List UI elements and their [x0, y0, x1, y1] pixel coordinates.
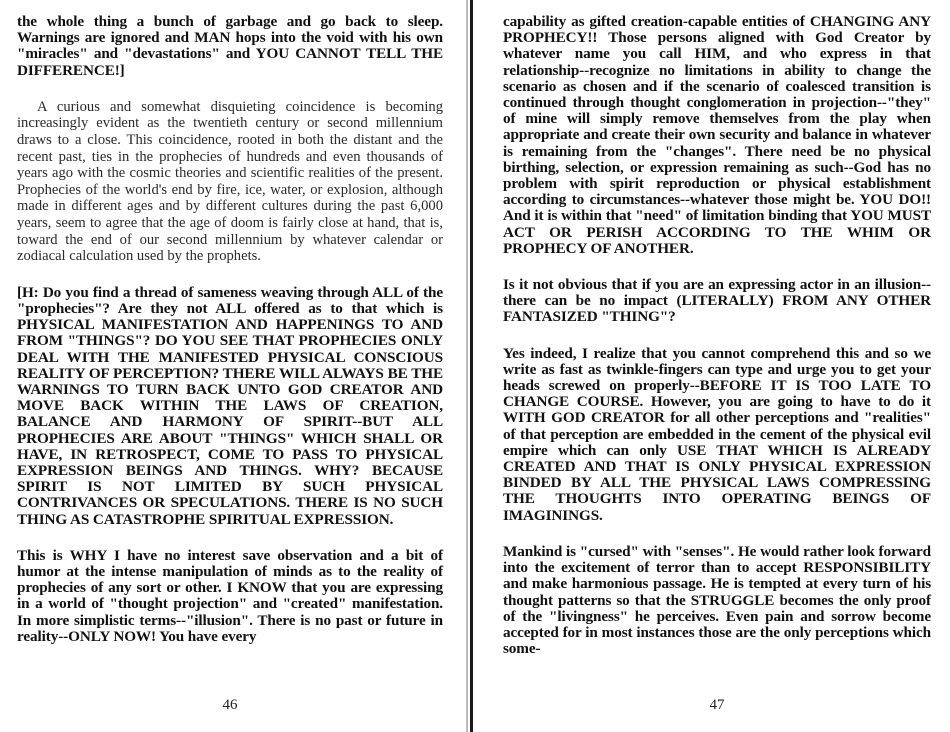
right-paragraph-1: capability as gifted creation-capable entities of CHANGING ANY PROPHECY!! Those persons aligned with God Creator by whatever name you call HIM, and who express in that relationship--recognize no limitations in ability to change the scenario as chosen and if the scenario of coalesced transition is continued through thought conglomeration in projection--"they" of mine will simply remove themselves from the play when appropriate and create their own security and balance in whatever is remaining from the "changes". There need be no physical birthing, selection, or expression remaining as such--God has no problem with spirit reproduction or physical establishment according to circumstances--whatever those might be. YOU DO!! And it is within that "need" of limitation binding that YOU MUST ACT OR PERISH ACCORDING TO THE WHIM OR PROPHECY OF ANOTHER.	[503, 13, 931, 257]
gutter-shadow	[466, 0, 468, 732]
left-paragraph-1: the whole thing a bunch of garbage and go back to sleep. Warnings are ignored and MAN hops into the void with his own "miracles" and "devastations" and YOU CANNOT TELL THE DIFFERENCE!]	[17, 13, 443, 79]
right-paragraph-4: Mankind is "cursed" with "senses". He would rather look forward into the excitement of terror than to accept RESPONSIBILITY and make harmonious passage. He is tempted at every turn of his thought patterns so that the STRUGGLE becomes the only proof of the "livingness" he perceives. Even pain and sorrow become accepted for in most instances those are the only perceptions which some-	[503, 542, 931, 658]
left-paragraph-4: This is WHY I have no interest save observation and a bit of humor at the intense manipulation of minds as to the reality of prophecies of any sort or other. I KNOW that you are expressing in a world of "thought projection" and "created" manifestation. In more simplistic terms--"illusion". There is no past or future in reality--ONLY NOW! You have every	[17, 546, 443, 645]
right-paragraph-2: Is it not obvious that if you are an expressing actor in an illusion--there can be no impact (LITERALLY) FROM ANY OTHER FANTASIZED "THING"?	[503, 276, 931, 326]
page-number-left: 46	[222, 697, 238, 713]
page-number-right: 47	[709, 697, 725, 713]
book-gutter	[470, 0, 473, 732]
right-page	[503, 14, 931, 724]
left-page	[17, 14, 443, 724]
right-paragraph-3: Yes indeed, I realize that you cannot comprehend this and so we write as fast as twinkle-fingers can type and urge you to get your heads screwed on properly--BEFORE IT IS TOO LATE TO CHANGE COURSE. However, you are going to have to do it WITH GOD CREATOR for all other perceptions and "realities" of that perception are embedded in the cement of the physical evil empire which can only USE THAT WHICH IS ALREADY CREATED AND THAT IS ONLY PHYSICAL EXPRESSION BINDED BY ALL THE PHYSICAL LAWS COMPRESSING THE THOUGHTS INTO OPERATING BEINGS OF IMAGININGS.	[503, 344, 931, 524]
left-paragraph-3: [H: Do you find a thread of sameness weaving through ALL of the "prophecies"? Are they not ALL offered as to that which is PHYSICAL MANIFESTATION AND HAPPENINGS TO AND FROM "THINGS"? DO YOU SEE THAT PROPHECIES ONLY DEAL WITH THE MANIFESTED PHYSICAL CONSCIOUS REALITY OF PERCEPTION? THERE WILL ALWAYS BE THE WARNINGS TO TURN BACK UNTO GOD CREATOR AND MOVE BACK WITHIN THE LAWS OF CREATION, BALANCE AND HARMONY OF SPIRIT--BUT ALL PROPHECIES ARE ABOUT "THINGS" WHICH SHALL OR HAVE, IN RETROSPECT, COME TO PASS TO PHYSICAL EXPRESSION BEINGS AND THINGS. WHY? BECAUSE SPIRIT IS NOT LIMITED BY SUCH PHYSICAL CONTRIVANCES OR SPECULATIONS. THERE IS NO SUCH THING AS CATASTROPHE SPIRITUAL EXPRESSION.	[17, 283, 443, 528]
left-paragraph-2: A curious and somewhat disquieting coincidence is becoming increasingly evident as the twentieth century or second millennium draws to a close. This coincidence, rooted in both the distant and the recent past, ties in the prophecies of hundreds and even thousands of years ago with the cosmic theories and scientific realities of the present. Prophecies of the world's end by fire, ice, water, or explosion, although made in different ages and by different cultures during the past 6,000 years, seem to agree that the age of doom is fairly close at hand, that is, toward the end of our second millennium by whatever calendar or zodiacal calculation used by the prophets.	[17, 98, 443, 265]
